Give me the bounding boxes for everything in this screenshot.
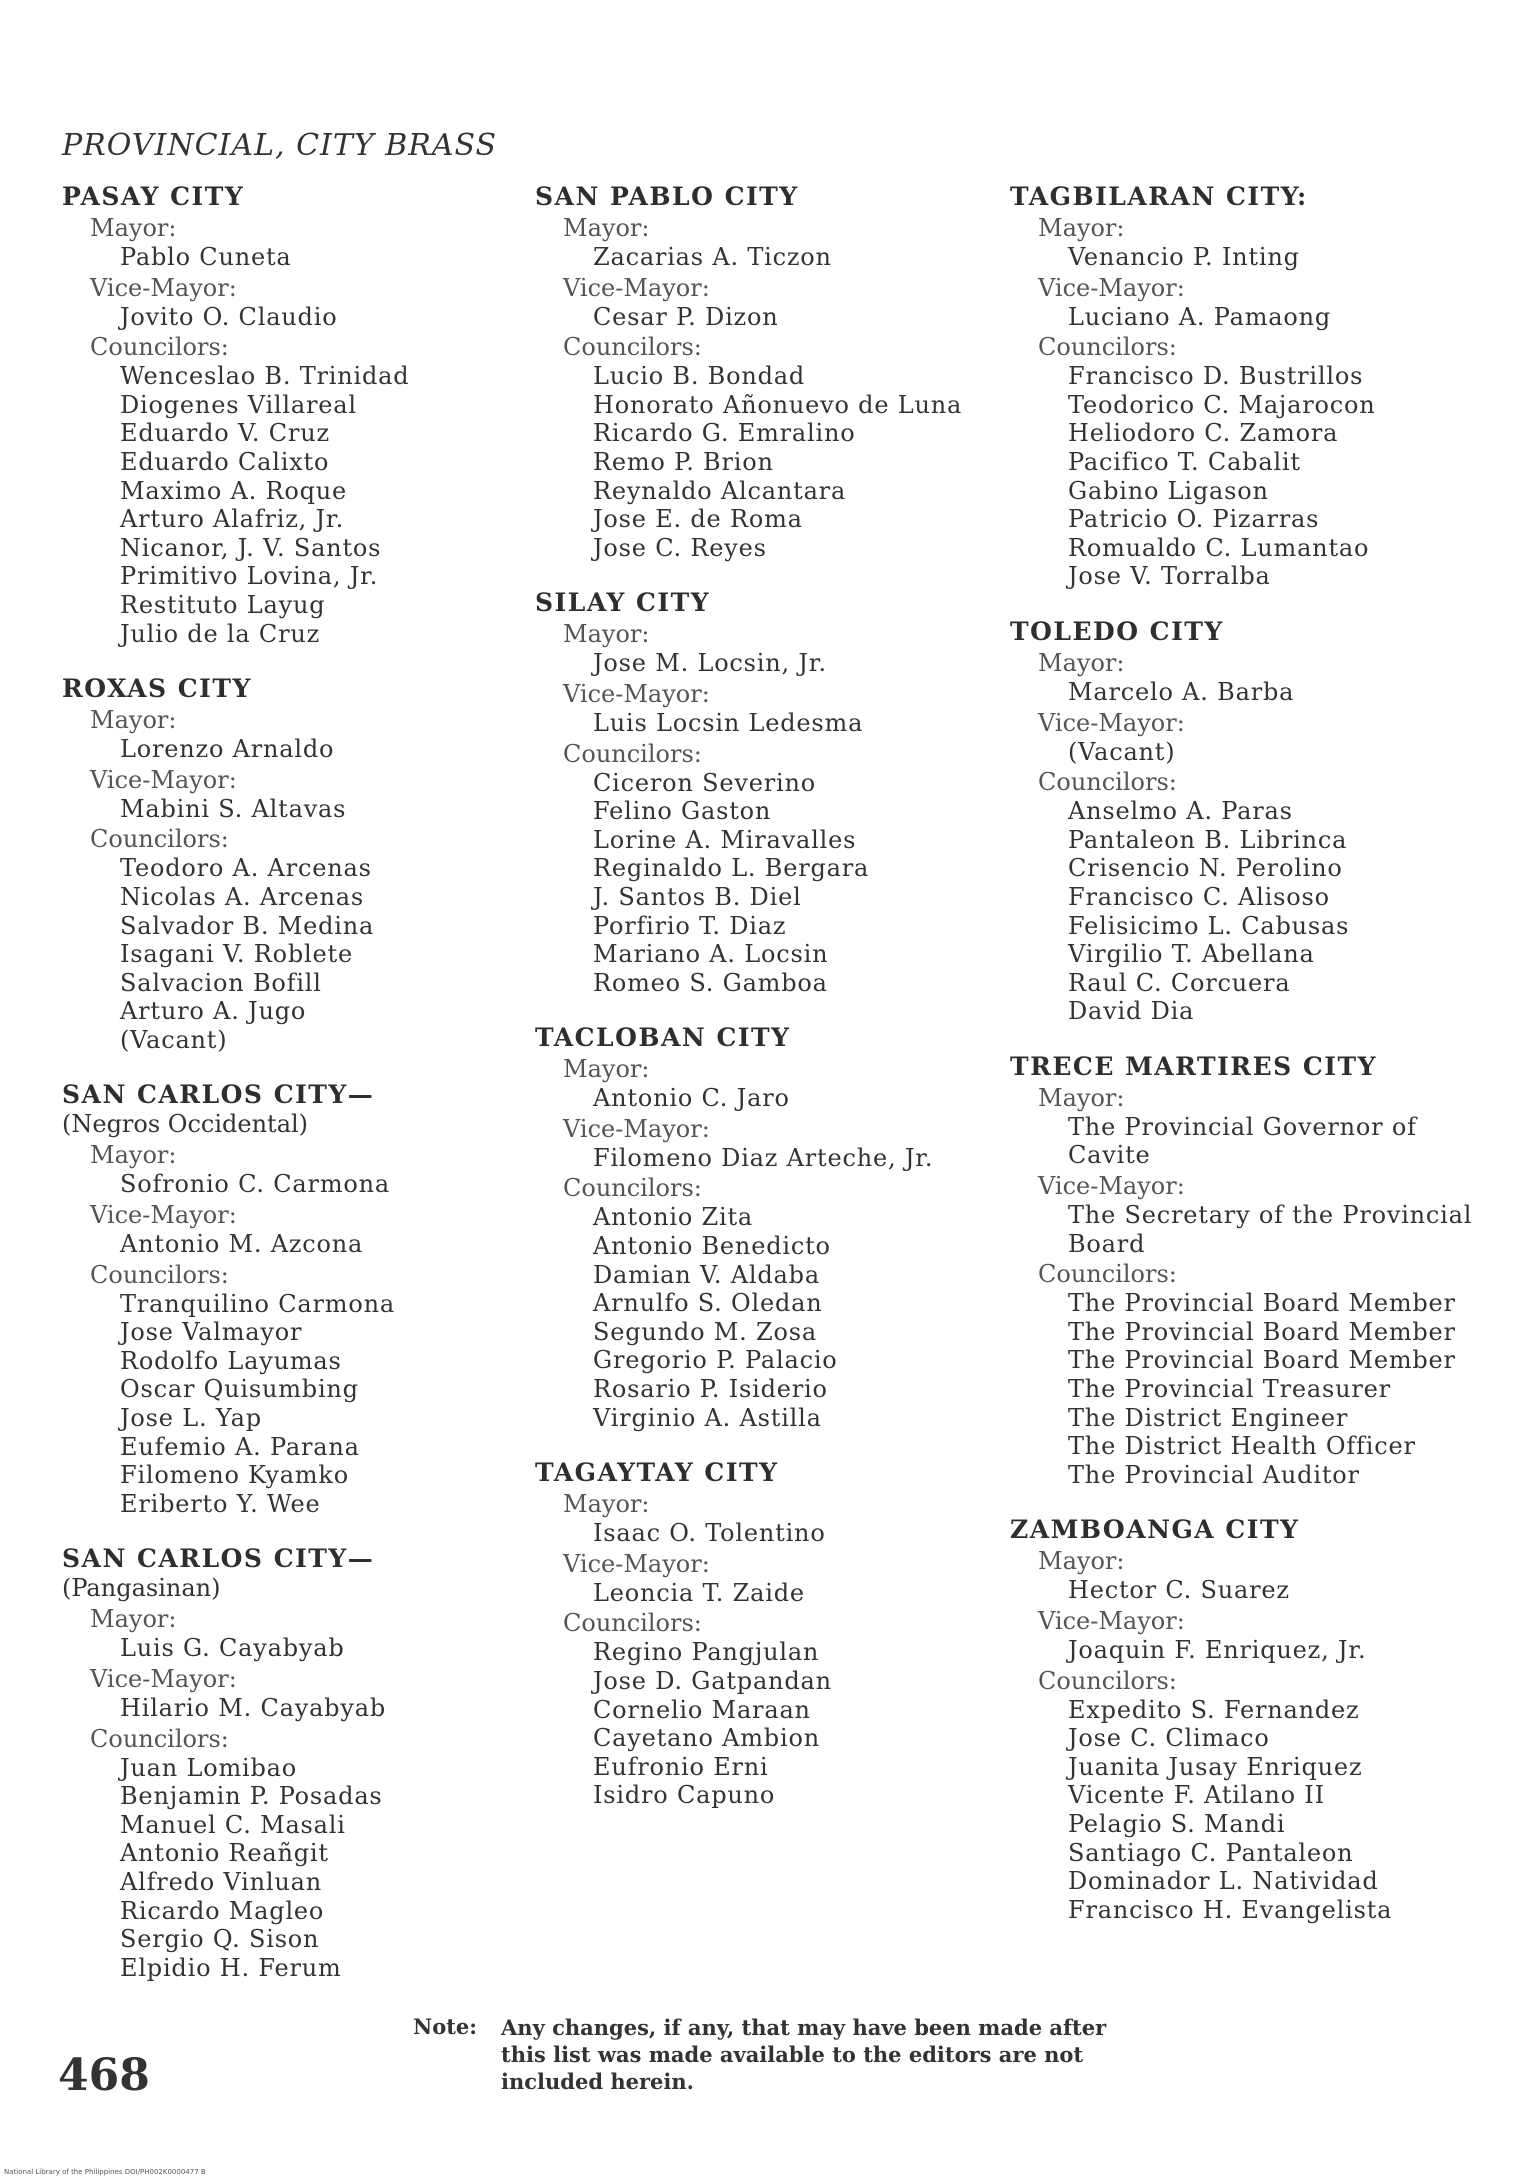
official-name: Gregorio P. Palacio xyxy=(593,1346,838,1375)
official-name: Julio de la Cruz xyxy=(120,619,321,648)
official-name: Felino Gaston xyxy=(593,797,772,826)
role-label: Vice-Mayor: xyxy=(563,1549,710,1578)
official-name: Eduardo Calixto xyxy=(120,447,330,476)
city-name: SAN CARLOS CITY— xyxy=(62,1080,375,1110)
official-name: Gabino Ligason xyxy=(1068,476,1269,505)
official-name: The Provincial Board Member xyxy=(1068,1317,1456,1346)
official-name: Remo P. Brion xyxy=(593,447,774,476)
official-name: Nicolas A. Arcenas xyxy=(120,882,365,911)
official-name: Jose C. Climaco xyxy=(1068,1724,1270,1753)
city-block xyxy=(62,1080,502,1518)
footer-stamp: National Library of the Philippines DOI/PH002K0000477 B xyxy=(4,2168,206,2176)
official-name: Benjamin P. Posadas xyxy=(120,1782,383,1811)
official-name: Damian V. Aldaba xyxy=(593,1260,820,1289)
role-label: Vice-Mayor: xyxy=(563,273,710,302)
official-name: Mariano A. Locsin xyxy=(593,940,829,969)
official-name: Joaquin F. Enriquez, Jr. xyxy=(1068,1636,1367,1664)
official-name: Tranquilino Carmona xyxy=(120,1289,395,1318)
role-label: Vice-Mayor: xyxy=(90,1201,237,1230)
official-name: Arturo A. Jugo xyxy=(120,997,307,1026)
official-name: Luis G. Cayabyab xyxy=(120,1634,345,1663)
column-1 xyxy=(62,182,502,2008)
official-name: Isagani V. Roblete xyxy=(120,940,353,969)
role-label: Mayor: xyxy=(90,706,177,735)
official-name: Cayetano Ambion xyxy=(593,1724,820,1753)
official-name: Diogenes Villareal xyxy=(120,390,357,419)
city-block xyxy=(535,182,975,562)
column-3 xyxy=(1010,182,1480,1950)
role-label: Councilors: xyxy=(1038,1666,1177,1695)
role-label: Councilors: xyxy=(90,1260,229,1289)
city-name: ZAMBOANGA CITY xyxy=(1010,1515,1300,1545)
note-label: Note: xyxy=(413,2014,478,2039)
official-name: Jose E. de Roma xyxy=(593,505,803,534)
official-name: Anselmo A. Paras xyxy=(1068,797,1293,826)
official-name: Santiago C. Pantaleon xyxy=(1068,1838,1354,1867)
official-name: Teodorico C. Majarocon xyxy=(1068,390,1376,419)
official-name: Lorenzo Arnaldo xyxy=(120,735,335,764)
official-name: Jose Valmayor xyxy=(120,1318,303,1347)
note xyxy=(413,2014,1141,2095)
official-name: Elpidio H. Ferum xyxy=(120,1953,342,1982)
official-name: Luis Locsin Ledesma xyxy=(593,708,864,737)
role-label: Mayor: xyxy=(563,214,650,242)
official-name: Francisco D. Bustrillos xyxy=(1068,362,1364,391)
official-name: Pantaleon B. Librinca xyxy=(1068,825,1348,854)
official-name: Pelagio S. Mandi xyxy=(1068,1809,1286,1838)
city-name: TACLOBAN CITY xyxy=(535,1023,791,1053)
official-name: Sergio Q. Sison xyxy=(120,1925,320,1954)
role-label: Mayor: xyxy=(1038,214,1125,242)
official-name: Reynaldo Alcantara xyxy=(593,476,847,505)
official-name: J. Santos B. Diel xyxy=(593,882,802,911)
role-label: Mayor: xyxy=(90,1141,177,1170)
city-block xyxy=(1010,617,1480,1026)
city-name: SILAY CITY xyxy=(535,588,711,618)
role-label: Mayor: xyxy=(90,214,177,242)
official-name: Antonio M. Azcona xyxy=(120,1230,364,1259)
official-name: Primitivo Lovina, Jr. xyxy=(120,562,379,591)
official-name: Honorato Añonuevo de Luna xyxy=(593,390,963,419)
role-label: Councilors: xyxy=(563,739,702,768)
official-name: Dominador L. Natividad xyxy=(1068,1867,1379,1896)
official-name: Restituto Layug xyxy=(120,590,326,619)
official-name: (Vacant) xyxy=(1068,737,1176,766)
official-name: The District Engineer xyxy=(1068,1403,1349,1432)
official-name: Arturo Alafriz, Jr. xyxy=(120,505,344,534)
official-name: Antonio Benedicto xyxy=(593,1232,831,1261)
role-label: Mayor: xyxy=(563,620,650,649)
city-block xyxy=(62,1544,502,1982)
official-name: The Provincial Board Member xyxy=(1068,1289,1456,1318)
official-name: The Provincial Auditor xyxy=(1068,1460,1360,1489)
official-name: Filomeno Kyamko xyxy=(120,1461,349,1490)
official-name: Salvador B. Medina xyxy=(120,911,375,940)
official-name: Nicanor, J. V. Santos xyxy=(120,533,382,562)
official-name: Isidro Capuno xyxy=(593,1781,776,1810)
role-label: Vice-Mayor: xyxy=(1038,1172,1185,1201)
official-name: Marcelo A. Barba xyxy=(1068,677,1295,706)
official-name: Manuel C. Masali xyxy=(120,1810,346,1839)
official-name: The District Health Officer xyxy=(1068,1432,1416,1461)
city-name: TRECE MARTIRES CITY xyxy=(1010,1051,1377,1081)
city-block xyxy=(535,1458,975,1810)
role-label: Vice-Mayor: xyxy=(90,273,237,302)
official-name: Cornelio Maraan xyxy=(593,1695,811,1724)
official-name: Salvacion Bofill xyxy=(120,968,322,997)
role-label: Vice-Mayor: xyxy=(1038,273,1185,302)
official-name: Hilario M. Cayabyab xyxy=(120,1694,386,1722)
official-name: Virgilio T. Abellana xyxy=(1068,940,1315,969)
city-block xyxy=(535,588,975,997)
official-name: Teodoro A. Arcenas xyxy=(120,854,372,883)
city-block xyxy=(62,674,502,1054)
official-name: Zacarias A. Ticzon xyxy=(593,243,832,271)
role-label: Mayor: xyxy=(563,1490,650,1519)
note-text: Any changes, if any, that may have been made after this list was made available to the editors are not included herein. xyxy=(501,2015,1107,2094)
official-name: Segundo M. Zosa xyxy=(593,1317,817,1346)
official-name: Vicente F. Atilano II xyxy=(1068,1781,1325,1810)
official-name: Leoncia T. Zaide xyxy=(593,1578,805,1607)
role-label: Vice-Mayor: xyxy=(563,1114,710,1143)
official-name: Jose D. Gatpandan xyxy=(593,1667,832,1695)
role-label: Councilors: xyxy=(90,825,229,854)
role-label: Councilors: xyxy=(563,1174,702,1203)
city-block xyxy=(62,182,502,648)
official-name: Lorine A. Miravalles xyxy=(593,825,857,854)
official-name: Jose M. Locsin, Jr. xyxy=(593,649,827,678)
official-name: Ciceron Severino xyxy=(593,768,816,797)
city-name: TOLEDO CITY xyxy=(1010,616,1224,646)
official-name: Wenceslao B. Trinidad xyxy=(120,362,410,391)
official-name: Rodolfo Layumas xyxy=(120,1346,342,1375)
official-name: David Dia xyxy=(1068,997,1195,1026)
role-label: Vice-Mayor: xyxy=(563,679,710,708)
role-label: Councilors: xyxy=(563,1609,702,1638)
official-name: Venancio P. Inting xyxy=(1068,243,1300,271)
role-label: Mayor: xyxy=(90,1605,177,1634)
official-name: Francisco H. Evangelista xyxy=(1068,1895,1393,1924)
city-name: SAN CARLOS CITY— xyxy=(62,1544,375,1574)
page-title: PROVINCIAL, CITY BRASS xyxy=(62,128,498,163)
role-label: Mayor: xyxy=(1038,1547,1125,1576)
official-name: Regino Pangjulan xyxy=(593,1638,820,1667)
official-name: Ricardo Magleo xyxy=(120,1896,325,1925)
official-name: The Secretary of the Provincial Board xyxy=(1068,1201,1473,1258)
official-name: Virginio A. Astilla xyxy=(593,1403,822,1432)
official-name: Ricardo G. Emralino xyxy=(593,419,856,448)
official-name: Felisicimo L. Cabusas xyxy=(1068,911,1350,940)
official-name: Juan Lomibao xyxy=(120,1753,298,1782)
city-province: (Negros Occidental) xyxy=(62,1110,309,1139)
official-name: Cesar P. Dizon xyxy=(593,302,779,331)
official-name: Lucio B. Bondad xyxy=(593,362,806,391)
official-name: (Vacant) xyxy=(120,1025,228,1054)
official-name: Expedito S. Fernandez xyxy=(1068,1695,1360,1724)
official-name: Jose V. Torralba xyxy=(1068,562,1271,591)
official-name: Jose C. Reyes xyxy=(593,533,767,562)
official-name: The Provincial Treasurer xyxy=(1068,1375,1391,1404)
official-name: Eduardo V. Cruz xyxy=(120,419,330,448)
official-name: The Provincial Governor of Cavite xyxy=(1068,1112,1417,1170)
official-name: Antonio Reañgit xyxy=(120,1839,329,1868)
official-name: Jose L. Yap xyxy=(120,1404,262,1433)
official-name: Heliodoro C. Zamora xyxy=(1068,419,1339,448)
city-province: (Pangasinan) xyxy=(62,1574,221,1603)
official-name: Pablo Cuneta xyxy=(120,243,292,271)
role-label: Mayor: xyxy=(563,1055,650,1084)
role-label: Councilors: xyxy=(1038,768,1177,797)
role-label: Councilors: xyxy=(1038,333,1177,362)
role-label: Councilors: xyxy=(90,1724,229,1753)
role-label: Vice-Mayor: xyxy=(90,765,237,794)
official-name: Eufronio Erni xyxy=(593,1752,769,1781)
city-block xyxy=(1010,182,1480,591)
role-label: Mayor: xyxy=(1038,1083,1125,1112)
official-name: Isaac O. Tolentino xyxy=(593,1519,826,1548)
official-name: Jovito O. Claudio xyxy=(120,302,338,331)
role-label: Vice-Mayor: xyxy=(1038,708,1185,737)
role-label: Vice-Mayor: xyxy=(90,1665,237,1693)
official-name: The Provincial Board Member xyxy=(1068,1346,1456,1375)
city-name: ROXAS CITY xyxy=(62,674,252,704)
official-name: Porfirio T. Diaz xyxy=(593,911,787,940)
role-label: Vice-Mayor: xyxy=(1038,1607,1185,1635)
role-label: Councilors: xyxy=(90,333,229,362)
city-block xyxy=(1010,1052,1480,1490)
city-name: PASAY CITY xyxy=(62,182,245,211)
official-name: Raul C. Corcuera xyxy=(1068,968,1291,997)
official-name: Luciano A. Pamaong xyxy=(1068,302,1332,331)
official-name: Sofronio C. Carmona xyxy=(120,1170,390,1199)
official-name: Eriberto Y. Wee xyxy=(120,1489,321,1518)
official-name: Reginaldo L. Bergara xyxy=(593,854,870,883)
official-name: Rosario P. Isiderio xyxy=(593,1375,828,1404)
official-name: Romualdo C. Lumantao xyxy=(1068,533,1370,562)
role-label: Councilors: xyxy=(1038,1260,1177,1289)
official-name: Romeo S. Gamboa xyxy=(593,968,828,997)
column-2 xyxy=(535,182,975,1836)
official-name: Arnulfo S. Oledan xyxy=(593,1289,823,1318)
city-name: SAN PABLO CITY xyxy=(535,182,799,211)
official-name: Maximo A. Roque xyxy=(120,476,348,505)
official-name: Hector C. Suarez xyxy=(1068,1576,1290,1605)
official-name: Filomeno Diaz Arteche, Jr. xyxy=(593,1143,934,1172)
official-name: Eufemio A. Parana xyxy=(120,1432,360,1461)
role-label: Councilors: xyxy=(563,333,702,362)
page-number: 468 xyxy=(58,2050,150,2101)
official-name: Antonio Zita xyxy=(593,1203,753,1232)
official-name: Patricio O. Pizarras xyxy=(1068,505,1320,534)
official-name: Mabini S. Altavas xyxy=(120,794,347,823)
official-name: Pacifico T. Cabalit xyxy=(1068,447,1301,476)
city-block xyxy=(535,1023,975,1432)
city-name: TAGBILARAN CITY: xyxy=(1010,182,1308,211)
official-name: Juanita Jusay Enriquez xyxy=(1068,1752,1363,1781)
city-name: TAGAYTAY CITY xyxy=(535,1458,779,1488)
role-label: Mayor: xyxy=(1038,648,1125,677)
official-name: Oscar Quisumbing xyxy=(120,1375,359,1404)
official-name: Alfredo Vinluan xyxy=(120,1867,322,1896)
official-name: Francisco C. Alisoso xyxy=(1068,882,1330,911)
official-name: Crisencio N. Perolino xyxy=(1068,854,1343,883)
official-name: Antonio C. Jaro xyxy=(593,1084,790,1113)
city-block xyxy=(1010,1515,1480,1924)
